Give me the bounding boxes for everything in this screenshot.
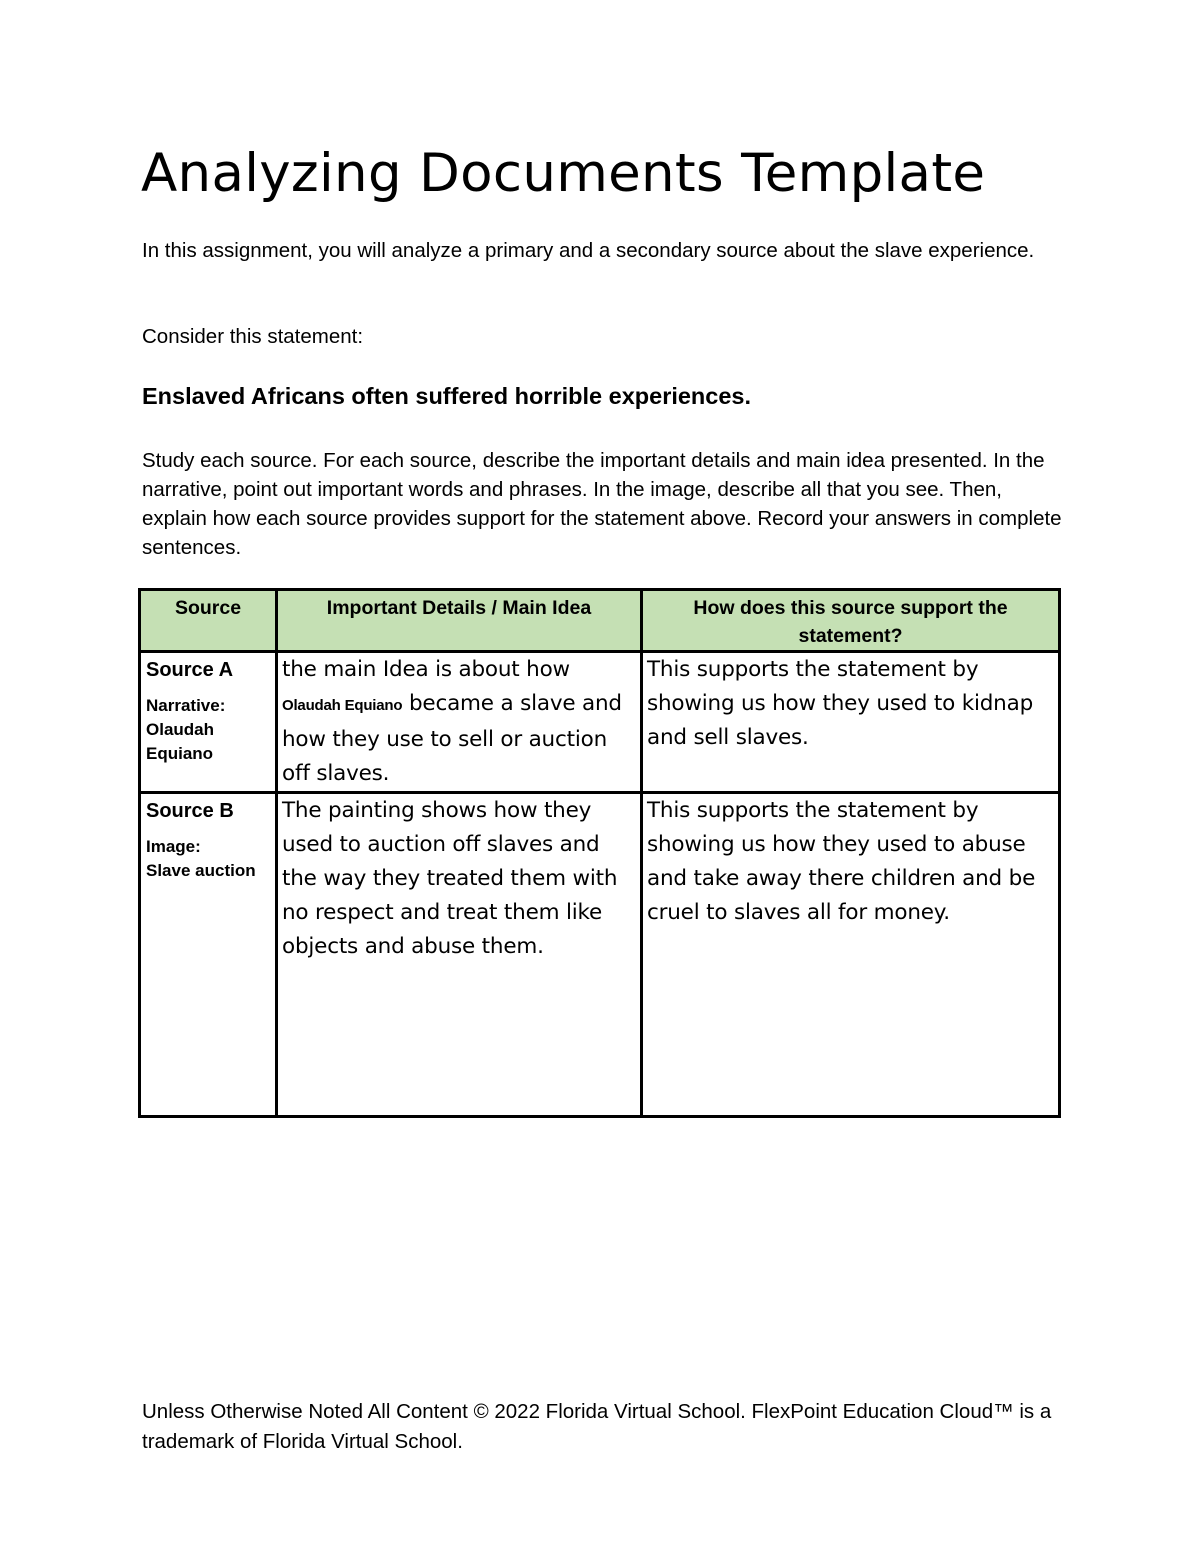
table-row <box>140 652 1060 793</box>
source-cell <box>140 793 277 1117</box>
table-row <box>140 793 1060 1117</box>
support-answer[interactable]: This supports the statement by showing us how they used to abuse and take away there children and be cruel to slaves all for money. <box>642 793 1060 1117</box>
details-text-end: became a slave and how they use to sell or auction off slaves. <box>282 691 622 786</box>
details-name: Olaudah Equiano <box>282 697 403 714</box>
page-title: Analyzing Documents Template <box>141 143 986 204</box>
consider-label: Consider this statement: <box>142 325 364 348</box>
source-type-label: Narrative: <box>146 696 226 715</box>
copyright-footer: Unless Otherwise Noted All Content © 2022 Florida Virtual School. FlexPoint Education Cloud™ is a trademark of Florida Virtual School. <box>142 1400 1052 1453</box>
source-type-label: Image: <box>146 837 201 856</box>
source-label: Source A <box>146 659 234 681</box>
details-text-start: the main Idea is about how <box>282 657 570 682</box>
header-details: Important Details / Main Idea <box>277 590 642 652</box>
source-cell <box>140 652 277 793</box>
table-header-row <box>140 590 1060 652</box>
source-type-value: Olaudah Equiano <box>146 720 215 763</box>
support-answer[interactable]: This supports the statement by showing us how they used to kidnap and sell slaves. <box>642 652 1060 793</box>
source-type-value: Slave auction <box>146 861 256 880</box>
statement-text: Enslaved Africans often suffered horrible experiences. <box>142 383 752 409</box>
header-source: Source <box>140 590 277 652</box>
header-support: How does this source support the statement? <box>642 590 1060 652</box>
source-type <box>146 835 270 883</box>
source-label: Source B <box>146 800 234 822</box>
analysis-table <box>138 588 1061 1118</box>
details-answer[interactable]: The painting shows how they used to auction off slaves and the way they treated them with no respect and treat them like objects and abuse them. <box>277 793 642 1117</box>
details-answer[interactable] <box>277 652 642 793</box>
intro-text: In this assignment, you will analyze a primary and a secondary source about the slave experience. <box>142 239 1035 262</box>
source-type <box>146 694 270 766</box>
instructions-text: Study each source. For each source, describe the important details and main idea presented. In the narrative, point out important words and phrases. In the image, describe all that you see. Then, explain how each source provides support for the statement above. Record your answers in complete sentences. <box>142 449 1062 559</box>
